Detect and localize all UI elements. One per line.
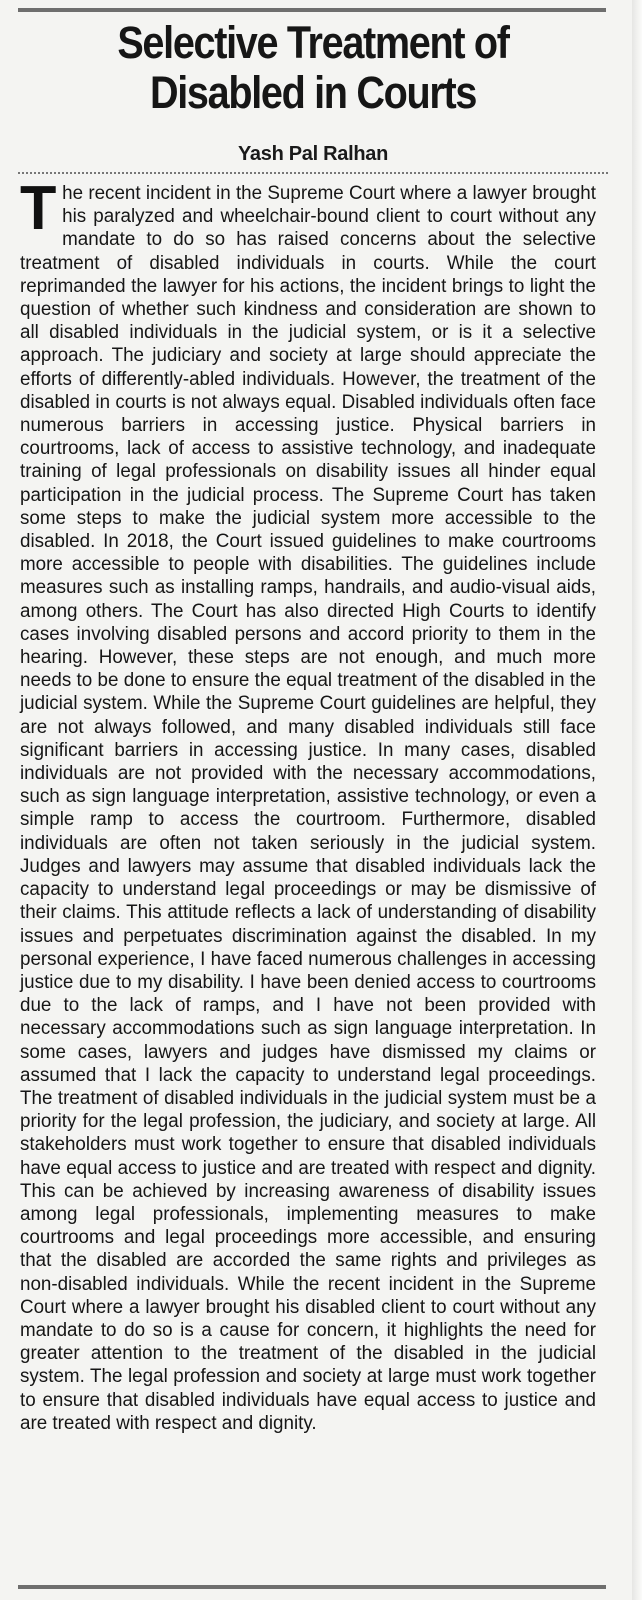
page-edge xyxy=(632,0,642,1600)
article-body-text: he recent incident in the Supreme Court where a lawyer brought his paralyzed and wheelchair-bound client to court without any mandate to do so has raised concerns about the selective treatment of disabled individuals in courts. While the court reprimanded the lawyer for his actions, the incident brings to light the question of whether such kindness and consideration are shown to all disabled individuals in the judicial system, or is it a selective approach. The judiciary and society at large should appreciate the efforts of differently-abled individuals. However, the treatment of the disabled in courts is not always equal. Disabled individuals often face numerous barriers in accessing justice. Physical barriers in courtrooms, lack of access to assistive technology, and inadequate training of legal professionals on disability issues all hinder equal participation in the judicial process. The Supreme Court has taken some steps to make the judicial system more accessible to the disabled. In 2018, the Court issued guidelines to make courtrooms more accessible to people with disabilities. The guidelines include measures such as installing ramps, handrails, and audio-visual aids, among others. The Court has also directed High Courts to identify cases involving disabled persons and accord priority to them in the hearing. However, these steps are not enough, and much more needs to be done to ensure the equal treatment of the disabled in the judicial system. While the Supreme Court guidelines are helpful, they are not always followed, and many disabled individuals still face significant barriers in accessing justice. In many cases, disabled individuals are not provided with the necessary accommodations, such as sign language interpretation, assistive technology, or even a simple ramp to access the courtroom. Furthermore, disabled individuals are often not taken seriously in the judicial system. Judges and lawyers may assume that disabled individuals lack the capacity to understand legal proceedings or may be dismissive of their claims. This attitude reflects a lack of understanding of disability issues and perpetuates discrimination against the disabled. In my personal experience, I have faced numerous challenges in accessing justice due to my disability. I have been denied access to courtrooms due to the lack of ramps, and I have not been provided with necessary accommodations such as sign language interpretation. In some cases, lawyers and judges have dismissed my claims or assumed that I lack the capacity to understand legal proceedings. The treatment of disabled individuals in the judicial system must be a priority for the legal profession, the judiciary, and society at large. All stakeholders must work together to ensure that disabled individuals have equal access to justice and are treated with respect and dignity. This can be achieved by increasing awareness of disability issues among legal professionals, implementing measures to make courtrooms and legal proceedings more accessible, and ensuring that the disabled are accorded the same rights and privileges as non-disabled individuals. While the recent incident in the Supreme Court where a lawyer brought his disabled client to court without any mandate to do so is a cause for concern, it highlights the need for greater attention to the treatment of the disabled in the judicial system. The legal profession and society at large must work together to ensure that disabled individuals have equal access to justice and are treated with respect and dignity. xyxy=(20,182,597,1434)
dotted-divider xyxy=(18,172,608,174)
article-body xyxy=(20,174,597,1435)
top-rule xyxy=(18,8,606,12)
drop-cap: T xyxy=(20,174,57,243)
bottom-rule xyxy=(18,1585,606,1589)
article-byline: Yash Pal Ralhan xyxy=(237,143,388,165)
article-headline: Selective Treatment of Disabled in Courts xyxy=(117,17,509,118)
